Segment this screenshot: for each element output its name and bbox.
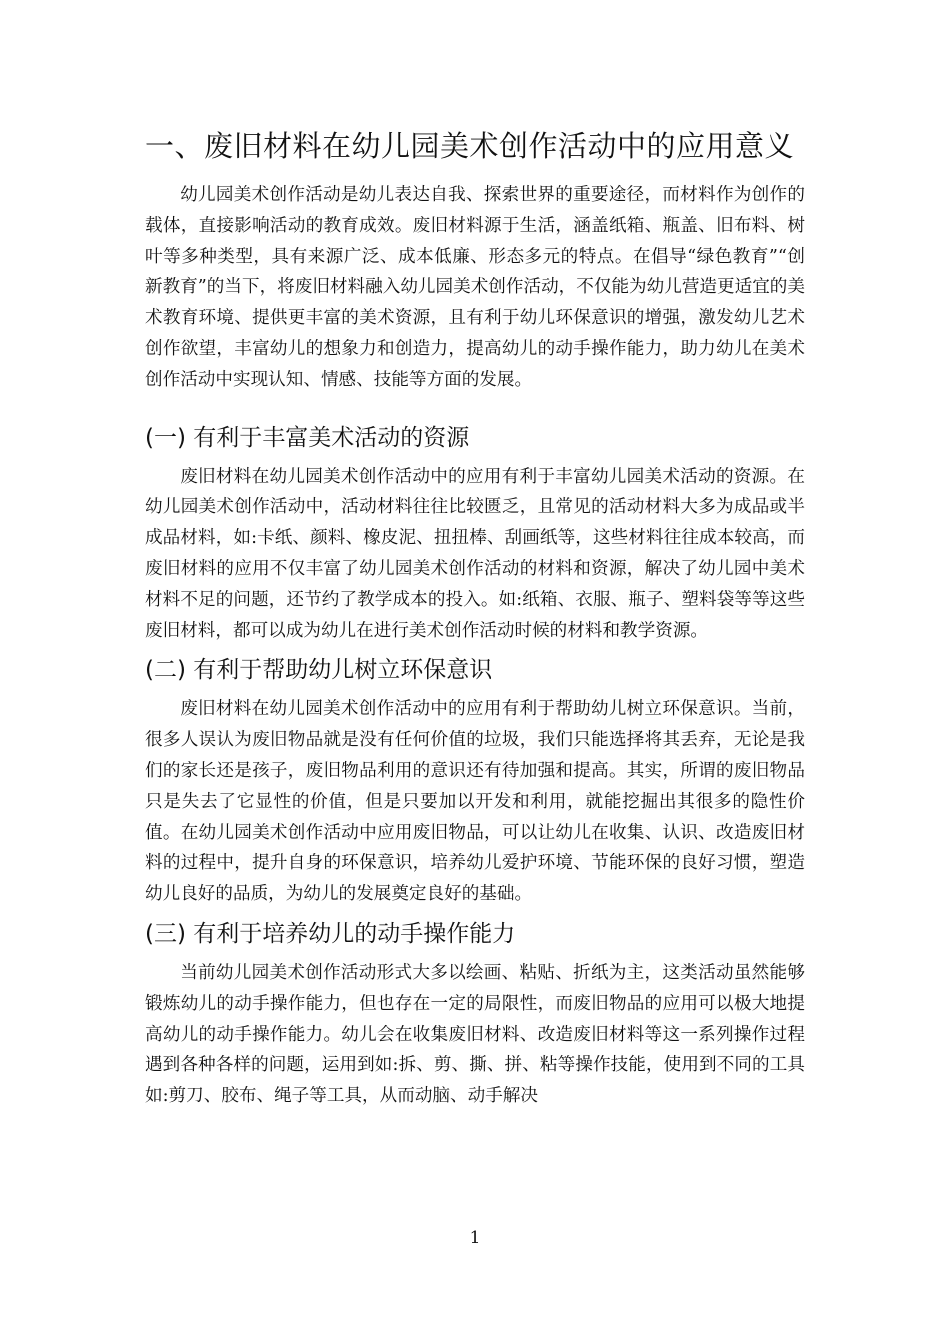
subsection-1-title: (一) 有利于丰富美术活动的资源 [145, 424, 470, 451]
subsection-3-title: (三) 有利于培养幼儿的动手操作能力 [145, 920, 516, 947]
subsection-2-paragraph: 废旧材料在幼儿园美术创作活动中的应用有利于帮助幼儿树立环保意识。当前，很多人误认为废旧物品就是没有任何价值的垃圾，我们只能选择将其丢弃，无论是我们的家长还是孩子，废旧物品利用的意识还有待加强和提高。其实，所谓的废旧物品只是失去了它显性的价值，但是只要加以开发和利用，就能挖掘出其很多的隐性价值。在幼儿园美术创作活动中应用废旧物品，可以让幼儿在收集、认识、改造废旧材料的过程中，提升自身的环保意识，培养幼儿爱护环境、节能环保的良好习惯，塑造幼儿良好的品质，为幼儿的发展奠定良好的基础。 [145, 699, 805, 905]
page-number: 1 [469, 1228, 481, 1248]
page-content [145, 126, 805, 1118]
subsection-2-title: (二) 有利于帮助幼儿树立环保意识 [145, 657, 493, 684]
intro-paragraph: 幼儿园美术创作活动是幼儿表达自我、探索世界的重要途径，而材料作为创作的载体，直接影响活动的教育成效。废旧材料源于生活，涵盖纸箱、瓶盖、旧布料、树叶等多种类型，具有来源广泛、成本低廉、形态多元的特点。在倡导“绿色教育”“创新教育”的当下，将废旧材料融入幼儿园美术创作活动，不仅能为幼儿营造更适宜的美术教育环境、提供更丰富的美术资源，且有利于幼儿环保意识的增强，激发幼儿艺术创作欲望，丰富幼儿的想象力和创造力，提高幼儿的动手操作能力，助力幼儿在美术创作活动中实现认知、情感、技能等方面的发展。 [145, 185, 805, 390]
subsection-3-paragraph: 当前幼儿园美术创作活动形式大多以绘画、粘贴、折纸为主，这类活动虽然能够锻炼幼儿的动手操作能力，但也存在一定的局限性，而废旧物品的应用可以极大地提高幼儿的动手操作能力。幼儿会在收集废旧材料、改造废旧材料等这一系列操作过程遇到各种各样的问题，运用到如:拆、剪、撕、拼、粘等操作技能，使用到不同的工具如:剪刀、胶布、绳子等工具，从而动脑、动手解决 [145, 962, 805, 1107]
section-heading: 一、废旧材料在幼儿园美术创作活动中的应用意义 [145, 129, 795, 163]
subsection-1-paragraph: 废旧材料在幼儿园美术创作活动中的应用有利于丰富幼儿园美术活动的资源。在幼儿园美术创作活动中，活动材料往往比较匮乏，且常见的活动材料大多为成品或半成品材料，如:卡纸、颜料、橡皮泥、扭扭棒、刮画纸等，这些材料往往成本较高，而废旧材料的应用不仅丰富了幼儿园美术创作活动的材料和资源，解决了幼儿园中美术材料不足的问题，还节约了教学成本的投入。如:纸箱、衣服、瓶子、塑料袋等等这些废旧材料，都可以成为幼儿在进行美术创作活动时候的材料和教学资源。 [145, 466, 805, 641]
